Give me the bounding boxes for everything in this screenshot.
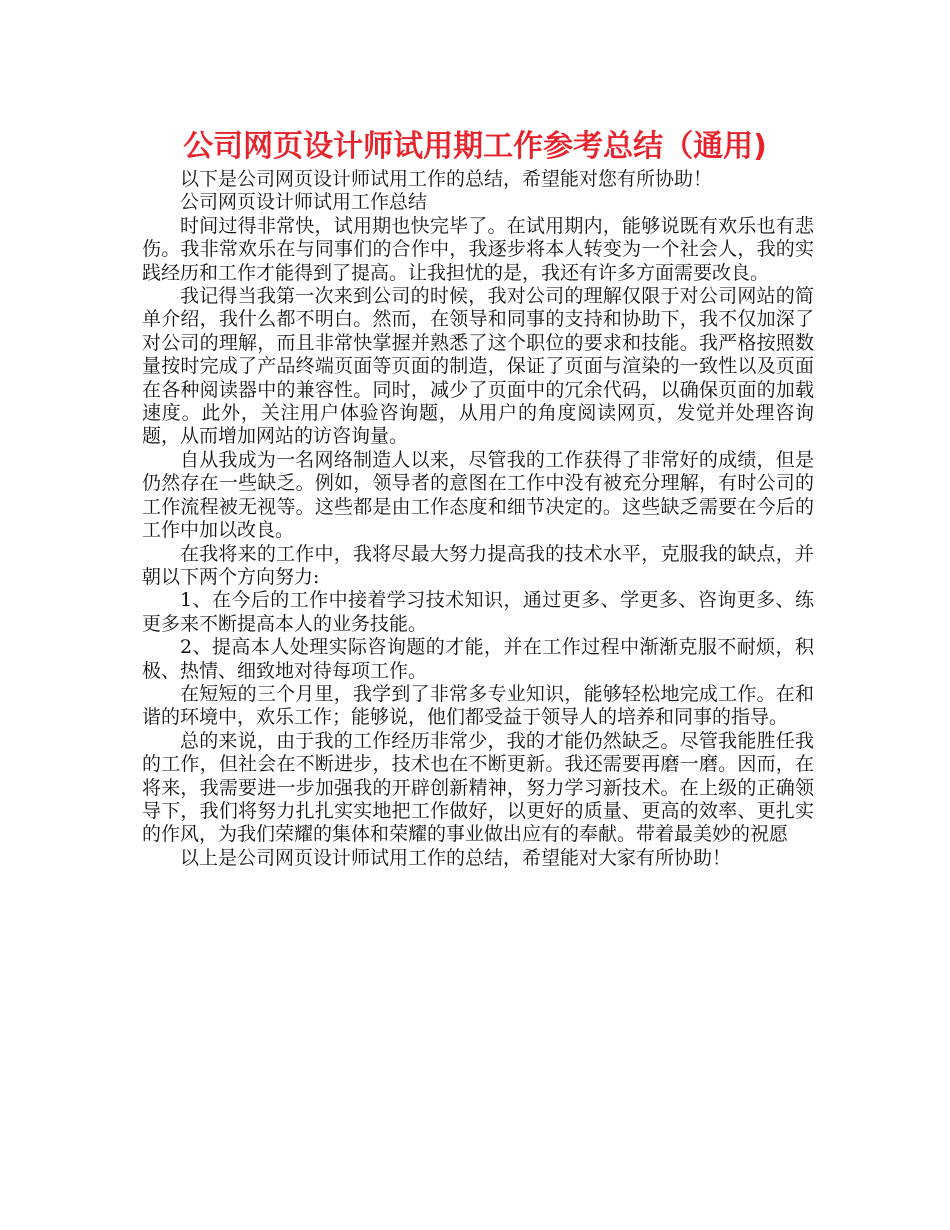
paragraph-summary: 总的来说，由于我的工作经历非常少，我的才能仍然缺乏。尽管我能胜任我的工作，但社会在不断进步，技术也在不断更新。我还需要再磨一磨。因而，在将来，我需要进一步加强我的开辟创新精神，努力学习新技术。在上级的正确领导下，我们将努力扎扎实实地把工作做好，以更好的质量、更高的效率、更扎实的作风，为我们荣耀的集体和荣耀的事业做出应有的奉献。带着最美妙的祝愿 bbox=[142, 729, 814, 846]
paragraph-future: 在我将来的工作中，我将尽最大努力提高我的技术水平，克服我的缺点，并朝以下两个方向努力: bbox=[142, 542, 814, 588]
subtitle-paragraph: 公司网页设计师试用工作总结 bbox=[180, 191, 428, 214]
list-item-2: 2、提高本人处理实际咨询题的才能，并在工作过程中渐渐克服不耐烦，积极、热情、细致地对待每项工作。 bbox=[142, 636, 814, 682]
document-body bbox=[142, 168, 814, 870]
paragraph-three-months: 在短短的三个月里，我学到了非常多专业知识，能够轻松地完成工作。在和谐的环境中，欢乐工作；能够说，他们都受益于领导人的培养和同事的指导。 bbox=[142, 682, 814, 729]
intro-paragraph: 以下是公司网页设计师试用工作的总结，希望能对您有所协助！ bbox=[180, 168, 713, 190]
paragraph-first-day: 我记得当我第一次来到公司的时候，我对公司的理解仅限于对公司网站的简单介绍，我什么都不明白。然而，在领导和同事的支持和协助下，我不仅加深了对公司的理解，而且非常快掌握并熟悉了这个职位的要求和技能。我严格按照数量按时完成了产品终端页面等页面的制造，保证了页面与渲染的一致性以及页面在各种阅读器中的兼容性。同时，减少了页面中的冗余代码，以确保页面的加载速度。此外，关注用户体验咨询题，从用户的角度阅读网页，发觉并处理咨询题，从而增加网站的访咨询量。 bbox=[142, 285, 814, 448]
paragraph-shortcomings: 自从我成为一名网络制造人以来，尽管我的工作获得了非常好的成绩，但是仍然存在一些缺乏。例如，领导者的意图在工作中没有被充分理解，有时公司的工作流程被无视等。这些都是由工作态度和细节决定的。这些缺乏需要在今后的工作中加以改良。 bbox=[142, 448, 814, 542]
document-title: 公司网页设计师试用期工作参考总结（通用) bbox=[183, 129, 767, 164]
list-item-1: 1、在今后的工作中接着学习技术知识，通过更多、学更多、咨询更多、练更多来不断提高本人的业务技能。 bbox=[142, 589, 814, 635]
closing-paragraph: 以上是公司网页设计师试用工作的总结，希望能对大家有所协助！ bbox=[180, 846, 732, 869]
paragraph-time: 时间过得非常快，试用期也快完毕了。在试用期内，能够说既有欢乐也有悲伤。我非常欢乐在与同事们的合作中，我逐步将本人转变为一个社会人，我的实践经历和工作才能得到了提高。让我担忧的是，我还有许多方面需要改良。 bbox=[142, 214, 814, 284]
